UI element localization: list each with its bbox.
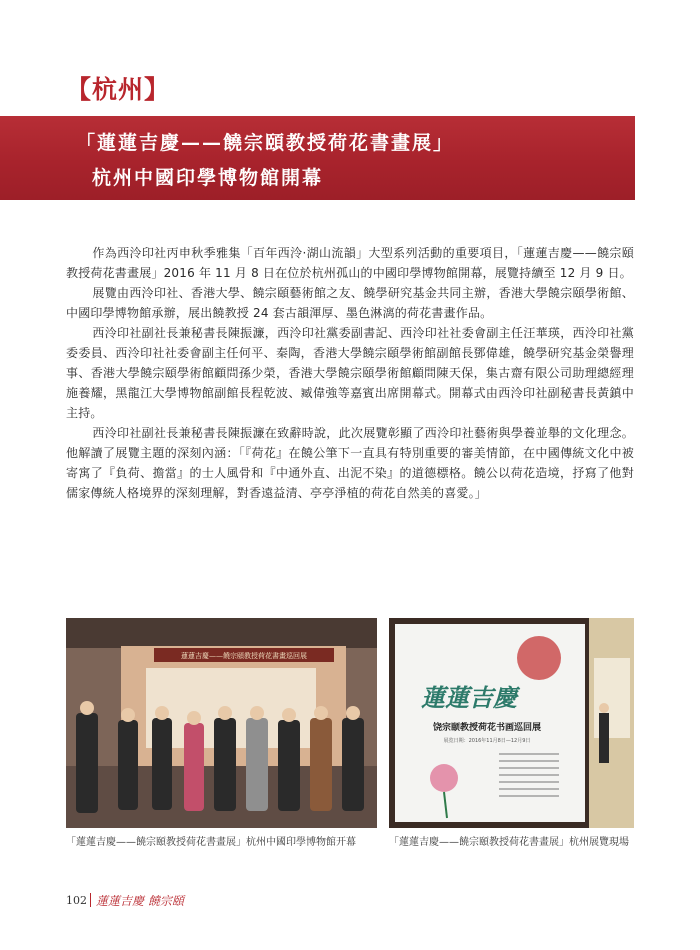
footer-divider [90,893,91,907]
footer-logo-text: 蓮蓮吉慶 饒宗頤 [96,894,184,908]
poster-title: 蓮蓮吉慶 [421,683,517,712]
banner-title-line1: 「蓮蓮吉慶——饒宗頤教授荷花書畫展」 [76,132,455,154]
paragraph-1: 作為西泠印社丙申秋季雅集「百年西泠·湖山流韻」大型系列活動的重要項目，「蓮蓮吉慶——饒宗頤教授荷花書畫展」2016 年 11 月 8 日在位於杭州孤山的中國印學博物館開幕，展覽持續至 12 月 9 日。 [66,246,634,280]
poster-date: 展览日期：2016年11月8日—12月9日 [443,738,531,744]
exhibition-poster-illustration [389,618,634,828]
page-number: 102 [66,894,87,907]
opening-ceremony-photo [66,618,377,828]
photo2-caption: 「蓮蓮吉慶——饒宗頤教授荷花書畫展」杭州展覽現場 [389,837,629,848]
paragraph-3: 西泠印社副社長兼秘書長陳振濂，西泠印社黨委副書記、西泠印社社委會副主任汪華瑛，西泠印社黨委委員、西泠印社社委會副主任何平、秦陶，香港大學饒宗頤學術館副館長鄧偉雄，饒學研究基金榮譽理事、香港大學饒宗頤學術館顧問孫少榮，香港大學饒宗頤學術館顧問陳天保，集古齋有限公司助理總經理施養耀，黑龍江大學博物館副館長程乾波、臧偉強等嘉賓出席開幕式。開幕式由西泠印社副秘書長黃鎮中主持。 [66,326,634,420]
photo1-caption: 「蓮蓮吉慶——饒宗頤教授荷花書畫展」杭州中國印學博物館开幕 [66,837,356,848]
opening-ceremony-illustration [66,618,377,828]
article-body [66,243,634,503]
poster-subtitle: 饶宗颐教授荷花书画巡回展 [432,723,542,733]
paragraph-2: 展覽由西泠印社、香港大學、饒宗頤藝術館之友、饒學研究基金共同主辦，香港大學饒宗頤學術館、中國印學博物館承辦，展出饒教授 24 套古韻渾厚、墨色淋漓的荷花書畫作品。 [66,286,634,320]
banner-title-line2: 杭州中國印學博物館開幕 [92,167,324,189]
photo1-banner-text: 蓮蓮吉慶——饒宗頤教授荷花書畫巡回展 [181,652,307,660]
paragraph-4: 西泠印社副社長兼秘書長陳振濂在致辭時說，此次展覽彰顯了西泠印社藝術與學養並舉的文化理念。他解讀了展覽主題的深刻內涵：「『荷花』在饒公筆下一直具有特別重要的審美情節，在中國傳統文化中被寄寓了『負荷、擔當』的士人風骨和『中通外直、出泥不染』的道德標格。饒公以荷花造境，抒寫了他對儒家傳統人格境界的深刻理解，對香遠益清、亭亭淨植的荷花自然美的喜愛。」 [66,426,634,500]
title-banner [0,116,635,200]
exhibition-poster-photo [389,618,634,828]
section-tag: 【杭州】 [66,75,171,104]
lotus-flower-icon [430,764,458,792]
